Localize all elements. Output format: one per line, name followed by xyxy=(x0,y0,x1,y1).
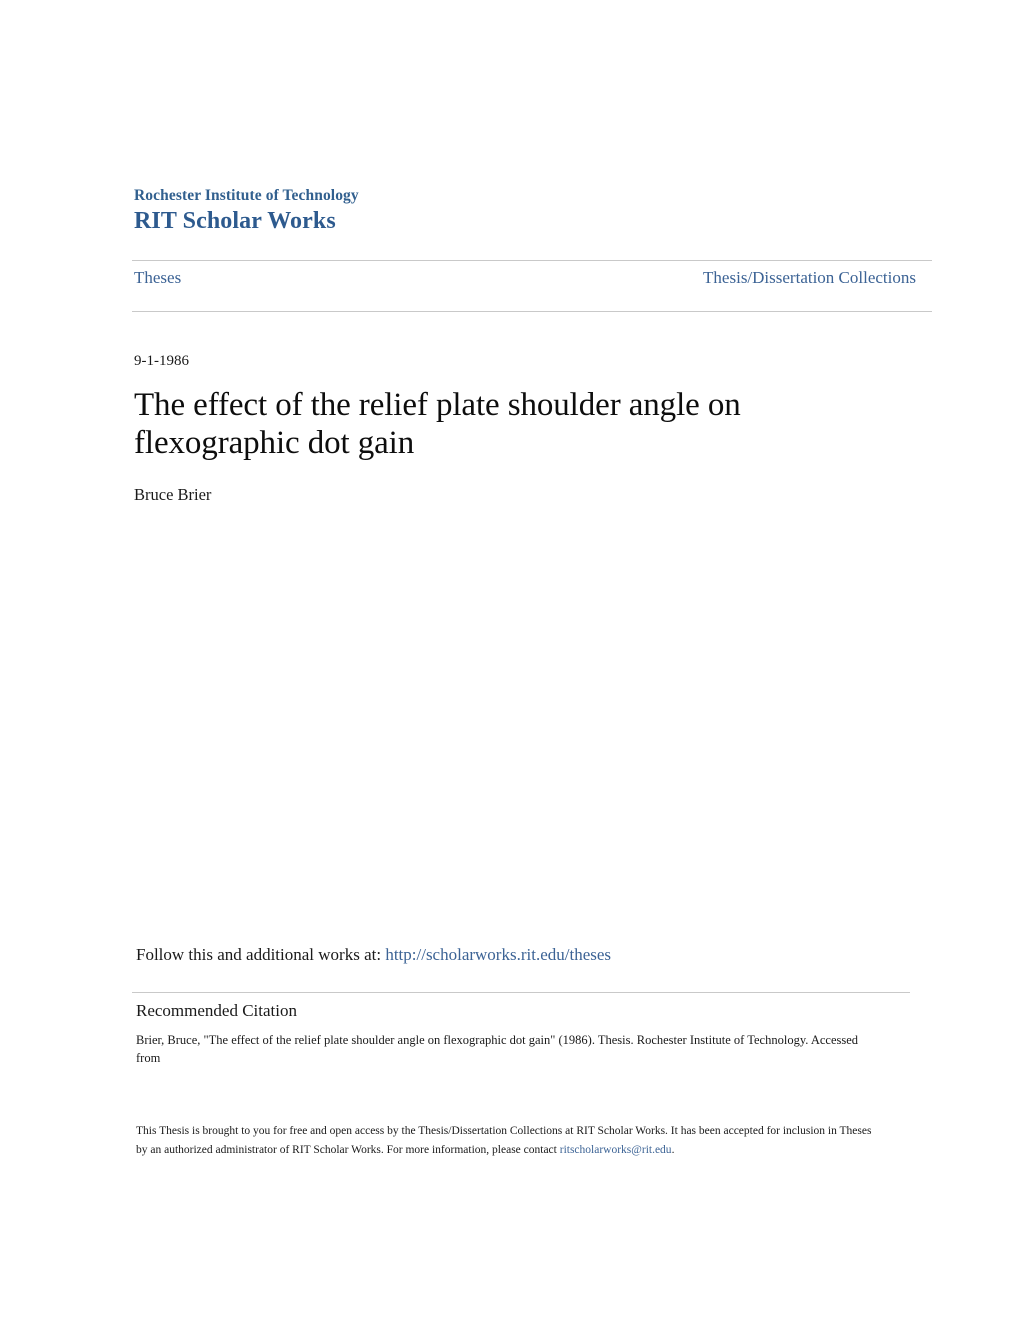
citation-heading: Recommended Citation xyxy=(136,1001,297,1020)
contact-email-link[interactable]: ritscholarworks@rit.edu xyxy=(559,1143,672,1156)
author-name: Bruce Brier xyxy=(134,485,212,505)
follow-prefix-text: Follow this and additional works at: xyxy=(136,945,382,964)
masthead xyxy=(134,186,934,236)
institution-name: Rochester Institute of Technology xyxy=(134,187,359,204)
divider-citation xyxy=(132,992,910,993)
repository-name: RIT Scholar Works xyxy=(134,208,336,235)
recommended-citation-block xyxy=(136,1000,896,1067)
access-statement-trailing-punctuation: . xyxy=(671,1143,675,1156)
divider-top xyxy=(132,260,932,261)
publication-date: 9-1-1986 xyxy=(134,353,189,369)
divider-bottom xyxy=(132,311,932,312)
collection-link-theses[interactable]: Theses xyxy=(134,268,182,287)
collection-link-thesis-dissertation-collections[interactable]: Thesis/Dissertation Collections xyxy=(703,268,916,287)
document-title: The effect of the relief plate shoulder angle on flexographic dot gain xyxy=(134,386,741,461)
access-statement-text: This Thesis is brought to you for free and open access by the Thesis/Dissertation Collections at RIT Scholar Works. It has been accepted for inclusion in Theses by an authorized administrator of RIT Scholar Works. For more information, please contact xyxy=(136,1125,872,1156)
record-block xyxy=(134,352,874,505)
citation-text: Brier, Bruce, "The effect of the relief plate shoulder angle on flexographic dot gain" (1986). Thesis. Rochester Institute of Technology. Accessed from xyxy=(136,1033,859,1066)
follow-works-line xyxy=(136,944,611,966)
collection-bar xyxy=(134,268,916,288)
access-statement xyxy=(136,1122,878,1159)
collection-url-link[interactable]: http://scholarworks.rit.edu/theses xyxy=(385,945,612,964)
